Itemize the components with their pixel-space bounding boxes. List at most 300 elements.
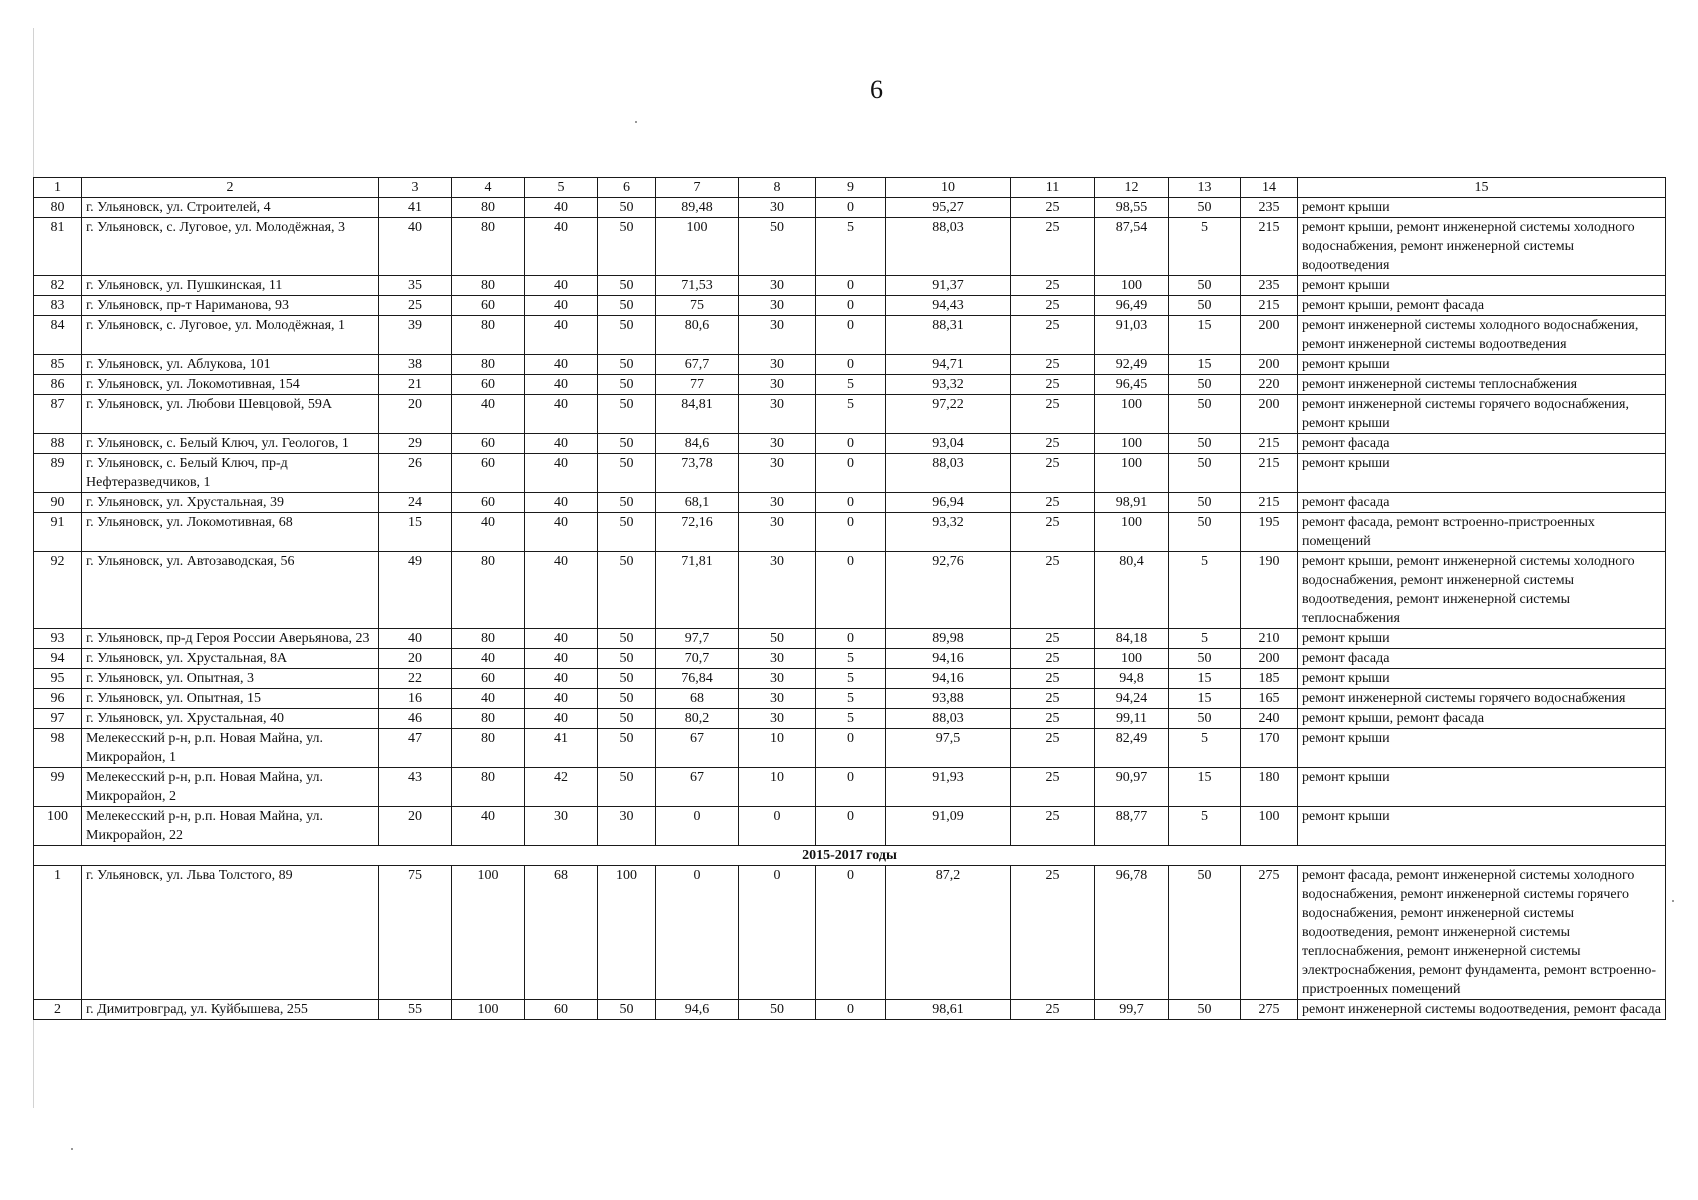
value-cell: 0 [816,198,886,218]
address-cell: г. Ульяновск, ул. Опытная, 15 [82,689,379,709]
value-cell: 30 [739,198,816,218]
value-cell: 30 [525,807,598,846]
address-cell: г. Ульяновск, ул. Автозаводская, 56 [82,552,379,629]
value-cell: 5 [1169,218,1241,276]
value-cell: 80 [452,198,525,218]
value-cell: 80 [452,709,525,729]
value-cell: 96,49 [1095,296,1169,316]
value-cell: 5 [1169,807,1241,846]
value-cell: 215 [1241,434,1298,454]
value-cell: 200 [1241,395,1298,434]
value-cell: 0 [816,316,886,355]
value-cell: 50 [1169,649,1241,669]
table-row [34,355,1666,375]
value-cell: 215 [1241,296,1298,316]
row-number-cell: 81 [34,218,82,276]
value-cell: 40 [379,218,452,276]
value-cell: 0 [816,276,886,296]
works-cell: ремонт крыши [1298,729,1666,768]
row-number-cell: 88 [34,434,82,454]
value-cell: 94,6 [656,1000,739,1020]
value-cell: 200 [1241,355,1298,375]
value-cell: 50 [598,768,656,807]
value-cell: 30 [739,276,816,296]
table-row [34,434,1666,454]
value-cell: 25 [1011,454,1095,493]
value-cell: 91,03 [1095,316,1169,355]
value-cell: 25 [1011,709,1095,729]
value-cell: 91,93 [886,768,1011,807]
table-row [34,218,1666,276]
address-cell: г. Ульяновск, пр-д Героя России Аверьянова, 23 [82,629,379,649]
value-cell: 0 [816,807,886,846]
value-cell: 25 [1011,729,1095,768]
value-cell: 180 [1241,768,1298,807]
section-title: 2015-2017 годы [34,846,1666,866]
value-cell: 80 [452,276,525,296]
value-cell: 29 [379,434,452,454]
value-cell: 100 [452,866,525,1000]
value-cell: 15 [1169,689,1241,709]
works-cell: ремонт крыши [1298,355,1666,375]
value-cell: 100 [1241,807,1298,846]
row-number-cell: 89 [34,454,82,493]
works-cell: ремонт крыши [1298,669,1666,689]
row-number-cell: 100 [34,807,82,846]
table-row [34,513,1666,552]
value-cell: 99,7 [1095,1000,1169,1020]
value-cell: 0 [816,629,886,649]
row-number-cell: 96 [34,689,82,709]
value-cell: 88,03 [886,454,1011,493]
value-cell: 25 [1011,552,1095,629]
value-cell: 30 [739,689,816,709]
value-cell: 50 [598,218,656,276]
row-number-cell: 94 [34,649,82,669]
row-number-cell: 91 [34,513,82,552]
value-cell: 0 [816,729,886,768]
value-cell: 100 [598,866,656,1000]
value-cell: 80 [452,316,525,355]
value-cell: 30 [739,355,816,375]
value-cell: 275 [1241,1000,1298,1020]
value-cell: 20 [379,649,452,669]
value-cell: 5 [1169,629,1241,649]
row-number-cell: 97 [34,709,82,729]
value-cell: 41 [525,729,598,768]
value-cell: 0 [816,1000,886,1020]
table-row [34,493,1666,513]
works-cell: ремонт инженерной системы водоотведения, ремонт фасада [1298,1000,1666,1020]
value-cell: 26 [379,454,452,493]
value-cell: 25 [1011,689,1095,709]
value-cell: 25 [1011,375,1095,395]
value-cell: 40 [525,198,598,218]
value-cell: 0 [816,454,886,493]
value-cell: 100 [1095,454,1169,493]
value-cell: 100 [656,218,739,276]
row-number-cell: 93 [34,629,82,649]
row-number-cell: 95 [34,669,82,689]
address-cell: г. Димитровград, ул. Куйбышева, 255 [82,1000,379,1020]
value-cell: 92,76 [886,552,1011,629]
row-number-cell: 82 [34,276,82,296]
value-cell: 20 [379,807,452,846]
value-cell: 240 [1241,709,1298,729]
table-row [34,454,1666,493]
address-cell: г. Ульяновск, ул. Локомотивная, 68 [82,513,379,552]
table-row [34,866,1666,1000]
value-cell: 80 [452,355,525,375]
value-cell: 98,55 [1095,198,1169,218]
value-cell: 50 [1169,1000,1241,1020]
table-row [34,629,1666,649]
value-cell: 25 [1011,316,1095,355]
works-cell: ремонт крыши, ремонт инженерной системы холодного водоснабжения, ремонт инженерной системы водоотведения, ремонт инженерной системы теплоснабжения [1298,552,1666,629]
value-cell: 100 [1095,649,1169,669]
value-cell: 215 [1241,218,1298,276]
row-number-cell: 84 [34,316,82,355]
value-cell: 60 [452,434,525,454]
value-cell: 40 [452,395,525,434]
value-cell: 80 [452,729,525,768]
value-cell: 84,18 [1095,629,1169,649]
address-cell: Мелекесский р-н, р.п. Новая Майна, ул. Микрорайон, 22 [82,807,379,846]
value-cell: 94,24 [1095,689,1169,709]
value-cell: 92,49 [1095,355,1169,375]
value-cell: 50 [1169,434,1241,454]
value-cell: 71,81 [656,552,739,629]
value-cell: 35 [379,276,452,296]
value-cell: 80,4 [1095,552,1169,629]
value-cell: 30 [739,375,816,395]
value-cell: 40 [525,375,598,395]
value-cell: 40 [525,276,598,296]
value-cell: 0 [816,493,886,513]
value-cell: 24 [379,493,452,513]
value-cell: 200 [1241,316,1298,355]
value-cell: 50 [598,709,656,729]
row-number-cell: 92 [34,552,82,629]
value-cell: 30 [739,454,816,493]
value-cell: 89,48 [656,198,739,218]
row-number-cell: 1 [34,866,82,1000]
address-cell: г. Ульяновск, ул. Опытная, 3 [82,669,379,689]
works-cell: ремонт крыши, ремонт фасада [1298,709,1666,729]
value-cell: 21 [379,375,452,395]
table-row [34,768,1666,807]
value-cell: 5 [816,218,886,276]
table-row [34,1000,1666,1020]
value-cell: 30 [598,807,656,846]
value-cell: 22 [379,669,452,689]
value-cell: 5 [816,709,886,729]
value-cell: 95,27 [886,198,1011,218]
value-cell: 100 [1095,434,1169,454]
value-cell: 30 [739,649,816,669]
value-cell: 50 [598,689,656,709]
value-cell: 25 [1011,669,1095,689]
value-cell: 93,04 [886,434,1011,454]
value-cell: 91,37 [886,276,1011,296]
value-cell: 5 [1169,552,1241,629]
value-cell: 40 [525,513,598,552]
value-cell: 30 [739,296,816,316]
address-cell: г. Ульяновск, ул. Хрустальная, 40 [82,709,379,729]
row-number-cell: 98 [34,729,82,768]
value-cell: 50 [598,434,656,454]
value-cell: 60 [525,1000,598,1020]
value-cell: 25 [1011,1000,1095,1020]
value-cell: 0 [816,434,886,454]
value-cell: 50 [1169,454,1241,493]
row-number-cell: 87 [34,395,82,434]
table-row [34,807,1666,846]
table-row [34,689,1666,709]
value-cell: 70,7 [656,649,739,669]
value-cell: 87,2 [886,866,1011,1000]
value-cell: 88,03 [886,709,1011,729]
value-cell: 84,81 [656,395,739,434]
value-cell: 40 [525,689,598,709]
value-cell: 25 [1011,218,1095,276]
value-cell: 50 [598,198,656,218]
value-cell: 30 [739,669,816,689]
value-cell: 15 [1169,355,1241,375]
value-cell: 0 [816,866,886,1000]
value-cell: 43 [379,768,452,807]
works-cell: ремонт крыши [1298,276,1666,296]
value-cell: 67,7 [656,355,739,375]
value-cell: 50 [598,1000,656,1020]
value-cell: 100 [452,1000,525,1020]
value-cell: 5 [816,669,886,689]
works-cell: ремонт крыши [1298,454,1666,493]
value-cell: 41 [379,198,452,218]
works-cell: ремонт фасада [1298,493,1666,513]
value-cell: 80,2 [656,709,739,729]
page-number: 6 [870,75,883,104]
address-cell: г. Ульяновск, ул. Льва Толстого, 89 [82,866,379,1000]
value-cell: 215 [1241,493,1298,513]
value-cell: 40 [525,669,598,689]
address-cell: г. Ульяновск, ул. Хрустальная, 39 [82,493,379,513]
value-cell: 68 [656,689,739,709]
value-cell: 94,8 [1095,669,1169,689]
column-header: 10 [886,178,1011,198]
value-cell: 68,1 [656,493,739,513]
value-cell: 5 [816,649,886,669]
value-cell: 40 [525,355,598,375]
value-cell: 80 [452,768,525,807]
value-cell: 30 [739,552,816,629]
value-cell: 25 [1011,276,1095,296]
value-cell: 38 [379,355,452,375]
value-cell: 5 [816,395,886,434]
value-cell: 90,97 [1095,768,1169,807]
value-cell: 220 [1241,375,1298,395]
value-cell: 76,84 [656,669,739,689]
value-cell: 93,32 [886,513,1011,552]
address-cell: Мелекесский р-н, р.п. Новая Майна, ул. Микрорайон, 1 [82,729,379,768]
address-cell: Мелекесский р-н, р.п. Новая Майна, ул. Микрорайон, 2 [82,768,379,807]
column-header: 5 [525,178,598,198]
value-cell: 0 [739,807,816,846]
value-cell: 15 [1169,669,1241,689]
value-cell: 40 [525,454,598,493]
value-cell: 0 [816,768,886,807]
value-cell: 25 [1011,807,1095,846]
value-cell: 165 [1241,689,1298,709]
value-cell: 5 [816,375,886,395]
value-cell: 25 [1011,649,1095,669]
value-cell: 210 [1241,629,1298,649]
value-cell: 40 [525,552,598,629]
column-header: 7 [656,178,739,198]
value-cell: 50 [598,454,656,493]
scan-speck [635,121,637,123]
value-cell: 40 [525,629,598,649]
value-cell: 50 [1169,198,1241,218]
value-cell: 0 [816,296,886,316]
value-cell: 25 [1011,434,1095,454]
value-cell: 185 [1241,669,1298,689]
works-cell: ремонт фасада, ремонт инженерной системы холодного водоснабжения, ремонт инженерной системы горячего водоснабжения, ремонт инженерной системы водоотведения, ремонт инженерной системы теплоснабжения, ремонт инженерной системы электроснабжения, ремонт фундамента, ремонт встроенно-пристроенных помещений [1298,866,1666,1000]
column-number-row [34,178,1666,198]
value-cell: 82,49 [1095,729,1169,768]
table-row [34,709,1666,729]
works-cell: ремонт фасада [1298,649,1666,669]
address-cell: г. Ульяновск, ул. Любови Шевцовой, 59А [82,395,379,434]
value-cell: 25 [1011,513,1095,552]
value-cell: 97,22 [886,395,1011,434]
value-cell: 84,6 [656,434,739,454]
value-cell: 25 [1011,198,1095,218]
address-cell: г. Ульяновск, ул. Хрустальная, 8А [82,649,379,669]
value-cell: 0 [816,355,886,375]
table-row [34,198,1666,218]
value-cell: 30 [739,493,816,513]
value-cell: 60 [452,669,525,689]
address-cell: г. Ульяновск, ул. Строителей, 4 [82,198,379,218]
value-cell: 40 [452,689,525,709]
value-cell: 100 [1095,513,1169,552]
value-cell: 5 [816,689,886,709]
column-header: 12 [1095,178,1169,198]
value-cell: 40 [452,513,525,552]
works-cell: ремонт инженерной системы холодного водоснабжения, ремонт инженерной системы водоотведения [1298,316,1666,355]
works-cell: ремонт крыши [1298,768,1666,807]
scan-speck [71,1148,73,1150]
value-cell: 98,91 [1095,493,1169,513]
value-cell: 40 [452,649,525,669]
works-cell: ремонт инженерной системы горячего водоснабжения, ремонт крыши [1298,395,1666,434]
table-row [34,316,1666,355]
table-row [34,729,1666,768]
column-header: 4 [452,178,525,198]
value-cell: 50 [1169,296,1241,316]
value-cell: 30 [739,316,816,355]
table-row [34,375,1666,395]
value-cell: 50 [1169,493,1241,513]
table-row [34,552,1666,629]
section-header-row [34,846,1666,866]
value-cell: 88,03 [886,218,1011,276]
works-cell: ремонт фасада, ремонт встроенно-пристроенных помещений [1298,513,1666,552]
value-cell: 0 [816,513,886,552]
value-cell: 0 [816,552,886,629]
value-cell: 25 [379,296,452,316]
value-cell: 39 [379,316,452,355]
works-cell: ремонт крыши, ремонт инженерной системы холодного водоснабжения, ремонт инженерной системы водоотведения [1298,218,1666,276]
value-cell: 50 [1169,395,1241,434]
value-cell: 99,11 [1095,709,1169,729]
value-cell: 25 [1011,768,1095,807]
value-cell: 50 [598,355,656,375]
value-cell: 0 [739,866,816,1000]
row-number-cell: 2 [34,1000,82,1020]
value-cell: 40 [452,807,525,846]
address-cell: г. Ульяновск, с. Белый Ключ, пр-д Нефтеразведчиков, 1 [82,454,379,493]
value-cell: 96,45 [1095,375,1169,395]
value-cell: 215 [1241,454,1298,493]
value-cell: 5 [1169,729,1241,768]
value-cell: 50 [1169,866,1241,1000]
works-cell: ремонт инженерной системы горячего водоснабжения [1298,689,1666,709]
row-number-cell: 83 [34,296,82,316]
value-cell: 75 [379,866,452,1000]
value-cell: 50 [1169,513,1241,552]
address-cell: г. Ульяновск, с. Луговое, ул. Молодёжная, 1 [82,316,379,355]
value-cell: 25 [1011,629,1095,649]
column-header: 11 [1011,178,1095,198]
value-cell: 235 [1241,276,1298,296]
table-row [34,395,1666,434]
value-cell: 91,09 [886,807,1011,846]
value-cell: 200 [1241,649,1298,669]
value-cell: 30 [739,395,816,434]
value-cell: 40 [525,218,598,276]
value-cell: 96,94 [886,493,1011,513]
value-cell: 16 [379,689,452,709]
value-cell: 30 [739,709,816,729]
row-number-cell: 90 [34,493,82,513]
value-cell: 15 [1169,316,1241,355]
value-cell: 71,53 [656,276,739,296]
value-cell: 25 [1011,395,1095,434]
value-cell: 88,77 [1095,807,1169,846]
value-cell: 15 [1169,768,1241,807]
value-cell: 100 [1095,395,1169,434]
value-cell: 25 [1011,493,1095,513]
value-cell: 75 [656,296,739,316]
value-cell: 67 [656,768,739,807]
value-cell: 55 [379,1000,452,1020]
value-cell: 100 [1095,276,1169,296]
address-cell: г. Ульяновск, ул. Аблукова, 101 [82,355,379,375]
value-cell: 50 [598,276,656,296]
value-cell: 94,16 [886,649,1011,669]
value-cell: 50 [598,375,656,395]
value-cell: 68 [525,866,598,1000]
table-row [34,669,1666,689]
value-cell: 94,71 [886,355,1011,375]
value-cell: 42 [525,768,598,807]
value-cell: 30 [739,513,816,552]
value-cell: 40 [525,316,598,355]
value-cell: 0 [656,807,739,846]
value-cell: 10 [739,768,816,807]
